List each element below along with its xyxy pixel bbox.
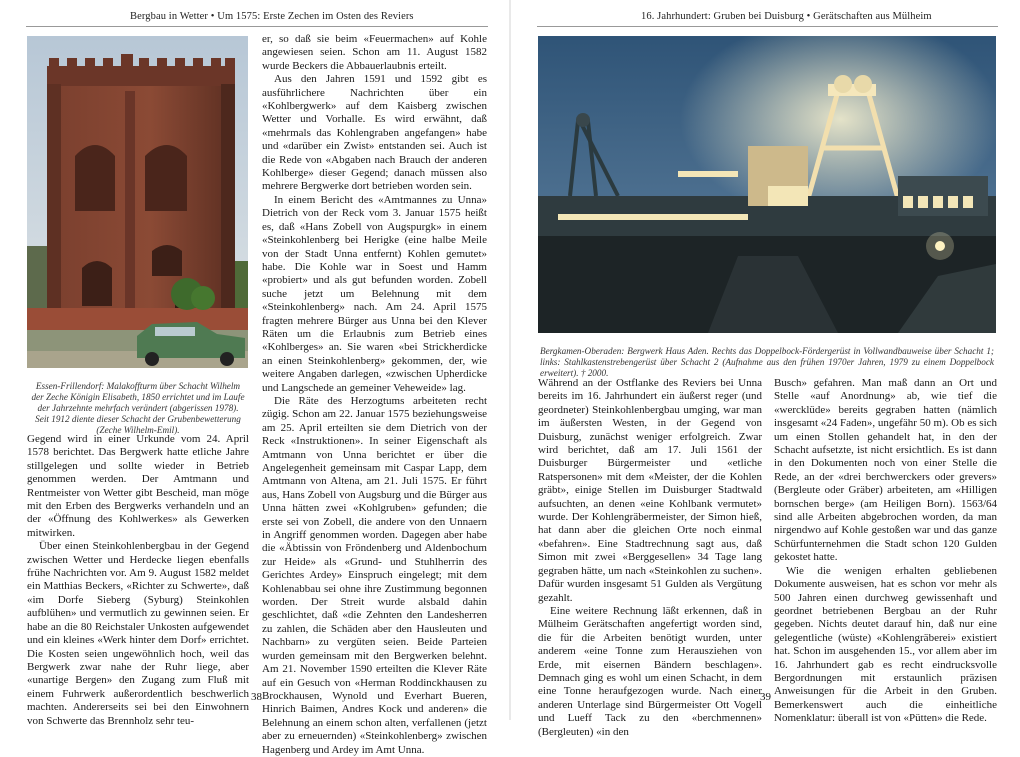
- text-column-2: [262, 33, 487, 756]
- photo-caption-right: Bergkamen-Oberaden: Bergwerk Haus Aden. Rechts das Doppelbock-Fördergerüst in Vollwandbauweise über Schacht 1; links: Stahlkastenstrebengerüst über Schacht 2 (Aufnahme aus den frühen 1970er Jahren, 1979 zu einem Doppelbock erweitert). † 2000.: [540, 346, 994, 378]
- running-head-right: 16. Jahrhundert: Gruben bei Duisburg • Gerätschaften aus Mülheim: [641, 11, 932, 22]
- paragraph: er, so daß sie beim «Feuermachen» auf Kohle angewiesen seien. Schon am 11. August 1582 wurde Beckers die Abbauerlaubnis erteilt.: [262, 33, 487, 72]
- paragraph: Die Räte des Herzogtums arbeiteten recht zügig. Schon am 22. Januar 1575 beziehungsweise am 25. April erteilten sie dem Dietrich von der Reck «Instruktionen». In seiner Eigenschaft als Amtmann von Unna berichtet er über die Angelegenheit gemeinsam mit Caspar Lapp, dem Amtmann von Altena, am 21. Juli 1575. Er führt aus, Hans Zobell von Augsburg und die Bürger aus Unna hätten zwei «Kohlgruben» gefunden; die erste sei von Zobell, die andere von den Unnaern in Angriff genommen worden. Dagegen aber habe die «Äbtissin von Fröndenberg und Aldenbochum zur Heide» als «Grund- und Stuhlherrin des Gerichtes Ardey» Einspruch eingelegt; mit dem Kohlenabbau sei ohne ihre Zustimmung begonnen worden. Der Streit wurde alsbald dahin geschlichtet, daß «die Zehnten den Landesherren zu zahlen, die Schäden aber den Hausleuten und Nachbarn» zu vergüten seien. Beide Parteien wurden gemeinsam mit den Bergwerken belehnt. Am 21. November 1590 erteilten die Klever Räte auf ein Gesuch von «Herman Roddinckhausen zu Brockhausen, Wynold und Everhart Bueren, Hinrich Baimen, Andres Kock und anderen» die Belehnung an einem schon alten, verfallenen (jetzt aber zu erneuernden) «Steinkohlenberg» zwischen Hagenberg und Ardey im Amt Unna.: [262, 394, 487, 756]
- photo-caption-left: Essen-Frillendorf: Malakoffturm über Schacht Wilhelm der Zeche Königin Elisabeth, 1850 errichtet und im Laufe der Jahrzehnte mehrfach verändert (abgerissen 1978). Seit 1912 diente dieser Schacht der Grubenbewetterung (Zeche Wilhelm-Emil).: [31, 381, 245, 435]
- text-column-1: [27, 433, 249, 727]
- headframe-night-photo: [538, 36, 996, 333]
- paragraph: In einem Bericht des «Amtmannes zu Unna» Dietrich von der Reck vom 3. Januar 1575 heißt es, daß «Hans Zobell von Augspurgk» in einem «Steinkohlenberg bei Herigke (eine halbe Meile von der Stadt Unna entfernt) Kohlen gemutet» habe. Die Kohle war in Soest und Hamm «probiert» und als gut befunden worden. Zobell suche jetzt um Belehnung mit dem «Steinkohlenberg» nach. Am 24. April 1575 fragten mehrere Bürger aus Unna bei den Klever Räten um die Erlaubnis zum Betrieb eines «Kohlberges» an. Sie waren «bei Strickherdicke an einen Steinkohlenberg» gekommen, der, wie weitere Angaben darlegen, «zwischen Upherdicke und Langschede an gemeiner Veheweide» lag.: [262, 193, 487, 394]
- running-head-left: Bergbau in Wetter • Um 1575: Erste Zechen im Osten des Reviers: [130, 11, 414, 22]
- malakoff-tower-photo: [27, 36, 248, 368]
- left-page: [0, 0, 510, 756]
- page-number-left: 38: [251, 691, 262, 703]
- header-rule: [537, 26, 998, 27]
- paragraph: Gegend wird in einer Urkunde vom 24. April 1578 berichtet. Das Bergwerk hatte etliche Jahre stillgelegen und sollte wieder in Betrieb genommen werden. Der Amtmann und Rentmeister von Wetter gibt Bescheid, man möge mit den Erben des Bergwerks verhandeln und an der «Öffnung des Kohlwerkes» als Gewerken mitwirken.: [27, 433, 249, 539]
- paragraph: Busch» gefahren. Man maß dann an Ort und Stelle «auf Anordnung» ab, wie tief die «wercklüde» bereits gegraben hatten (nämlich insgesamt «24 Faden», ungefähr 50 m). Ob es sich um einen Stollen gehandelt hat, in den der Schacht aufsetzte, ist nicht ersichtlich. Es ist dann in den Dokumenten noch von einer Stelle die Rede, an der «drei berchwerckers oder grevers» (Bergleute oder Gräber) arbeiteten, am «Hilligen bornschen berge» (am Heiligen Born). 1563/64 sind alle Arbeiten abgebrochen worden, da man nirgendwo auf Kohle gestoßen war und das ganze Schürfunternehmen die Stadt schon 120 Gulden gekostet hatte.: [774, 377, 998, 564]
- right-page: [510, 0, 1020, 738]
- text-column-3: [538, 377, 762, 738]
- paragraph: Aus den Jahren 1591 und 1592 gibt es ausführlichere Nachrichten über ein «Kohlbergwerk» auf dem Kaisberg zwischen Wetter und Vorhalle. Es wird erwähnt, daß «mehrmals das Kohlengraben angefangen» habe und «darüber ein Zwist» entstanden sei. Auch ist die Rede von «Abgaben nach Brauch der anderen Kohlberge» dieser Gegend; danach müssen also mehrere Bergwerke dort betrieben worden sein.: [262, 73, 487, 193]
- paragraph: Wie die wenigen erhalten gebliebenen Dokumente ausweisen, hat es schon vor mehr als 500 Jahren einen durchweg gewissenhaft und geordnet betriebenen Bergbau an der Ruhr gegeben. Nichts deutet darauf hin, daß nur eine gelegentliche (wüste) «Kohlengräberei» existiert hat. Schon im ausgehenden 15., vor allem aber im 16. Jahrhundert gab es recht eindrucksvolle Bergordnungen mit erstaunlich präzisen Anweisungen für die Arbeit in den Gruben. Bemerkenswert auch die einheitliche Nomenklatur: überall ist von «Pütten» die Rede.: [774, 564, 997, 725]
- paragraph: Eine weitere Rechnung läßt erkennen, daß in Mülheim Gerätschaften angefertigt worden sind, die für die Arbeiten benötigt wurden, unter anderem «eine Tonne zum Herausziehen von Erde, mit eisernen Bändern beschlagen». Demnach ging es wohl um einen Schacht, in dem eine Tonne heraufgezogen wurde. Nach einer anderen Unterlage sind Bürgermeister Ott Vogell und Lueff Tack zu den «berchmennen» (Bergleuten) «in den: [538, 604, 762, 738]
- header-rule: [26, 26, 488, 27]
- paragraph: Über einen Steinkohlenbergbau in der Gegend zwischen Wetter und Herdecke liegen ebenfalls frühe Nachrichten vor. Am 9. August 1582 meldet ein Matthias Beckers, «Richter zu Schwerte», daß «im Dorfe Sieberg (Syburg) Steinkohlen aufblühen» und vermutlich zu gewinnen seien. Er habe an die 80 Reichstaler Unkosten aufgewendet und ein kleines «Werk hinter dem Dorf» errichtet. Die Kosten seien ungewöhnlich hoch, weil das Bergwerk zwar nahe der Ruhr liege, aber «unartige Bergen» den Zugang zum Fluß mit einem Fuhrwerk außerordentlich beschwerlich machten. Andererseits sei bei den Einwohnern von Schwerte das Brennholz sehr teu-: [27, 540, 249, 727]
- paragraph: Während an der Ostflanke des Reviers bei Unna bereits im 16. Jahrhundert ein äußerst reger (und geordneter) Steinkohlenbergbau umging, war man im äußersten Westen, in der Gegend von Duisburg, zunächst weniger erfolgreich. Zwar wird berichtet, daß am 17. Juli 1561 der Duisburger Bürgermeister und «etliche Ratspersonen» mit dem «Meister, der die Kohlen gräbt», einige Stellen im Duisburger Stadtwald aufsuchten, an denen «eine Kohlbank vermutet» wurde. Der Kohlengräbermeister, der Simon hieß, hat dann aber die gleichen Orte noch einmal «befahren». Eine Stadtrechnung sagt aus, daß Simon mit zwei «Berggesellen» 34 Tage lang gegraben hätte, um nach «Steinkohlen zu suchen». Dafür wurden insgesamt 51 Gulden als Vergütung gezahlt.: [538, 377, 762, 604]
- page-number-right: 39: [760, 691, 771, 703]
- text-column-4: [774, 377, 998, 725]
